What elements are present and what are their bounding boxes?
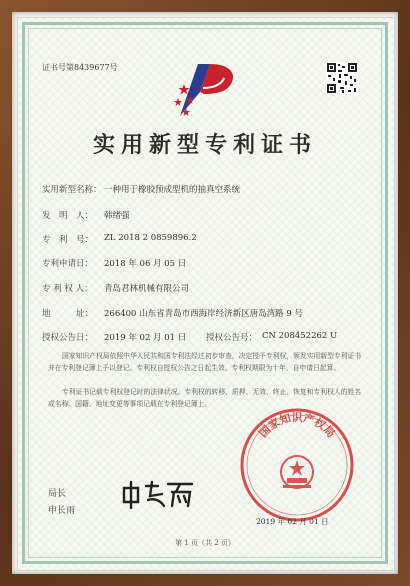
handwritten-signature	[118, 478, 198, 510]
patent-holder-label: 专 利 权 人：	[42, 284, 93, 294]
patent-holder-value: 青岛君林机械有限公司	[104, 284, 190, 294]
inventor-value: 韩绪强	[104, 211, 130, 221]
grant-number-value: CN 208452262 U	[262, 331, 338, 341]
qr-code-icon	[326, 62, 358, 94]
page-footer: 第 1 页（共 2 页）	[175, 539, 235, 547]
inventor-label: 发 明 人：	[42, 211, 94, 221]
address-value: 266400 山东省青岛市西海岸经济新区唐岛湾路 9 号	[104, 309, 303, 319]
director-title: 局长	[48, 489, 67, 499]
grant-number-label: 授权公告号：	[206, 333, 258, 343]
official-seal	[238, 406, 356, 524]
patent-office-logo-icon	[170, 58, 240, 120]
utility-model-name-label: 实用新型名称：	[42, 185, 102, 195]
patent-number-label: 专 利 号：	[42, 235, 94, 245]
grant-date-value: 2019 年 02 月 01 日	[104, 333, 187, 343]
address-label: 地 址：	[42, 309, 94, 319]
seal-text: 国家知识产权局	[256, 411, 338, 441]
body-paragraph-1: 国家知识产权局依照中华人民共和国专利法经过初步审查，决定授予专利权，颁发实用新型专利证书并在专利登记簿上予以登记。专利权自授权公告之日起生效。专利权期限为十年，自申请日起算。	[48, 352, 362, 372]
grant-date-label: 授权公告日：	[42, 333, 94, 343]
director-name: 申长雨	[48, 506, 76, 516]
certificate-title: 实用新型专利证书	[92, 132, 317, 158]
patent-number-value: ZL 2018 2 0859896.2	[104, 233, 197, 243]
filing-date-label: 专利申请日：	[42, 259, 94, 269]
seal-date: 2019 年 02 月 01 日	[256, 517, 329, 526]
body-paragraph-2: 专利证书记载专利权登记时的法律状况。专利权的转移、质押、无效、终止、恢复和专利权人的姓名或名称、国籍、地址变更等事项记载在专利登记簿上。	[48, 388, 362, 408]
national-emblem-icon	[281, 456, 313, 488]
filing-date-value: 2018 年 06 月 05 日	[104, 259, 187, 269]
certificate-number: 证书号第8439677号	[42, 63, 118, 72]
svg-text:国家知识产权局	[256, 410, 338, 440]
utility-model-name-value: 一种用于橡胶预成型机的抽真空系统	[104, 185, 241, 195]
